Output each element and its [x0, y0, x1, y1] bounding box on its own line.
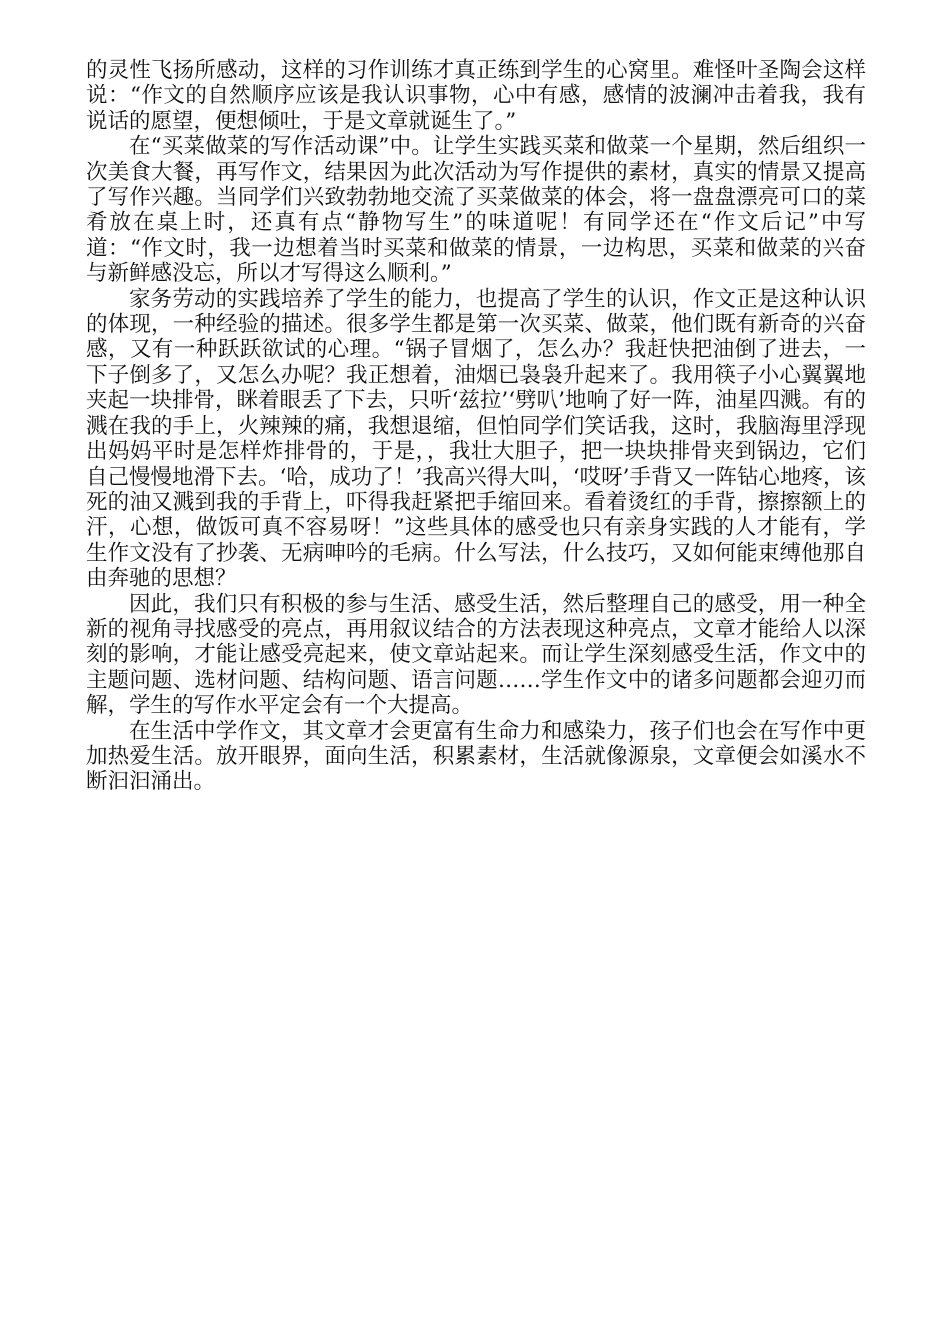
document-page [86, 58, 866, 795]
paragraph-cooking-activity: 在“买菜做菜的写作活动课”中。让学生实践买菜和做菜一个星期，然后组织一次美食大餐，再写作文，结果因为此次活动为写作提供的素材，真实的情景又提高了写作兴趣。当同学们兴致勃勃地交流了买菜做菜的体会，将一盘盘漂亮可口的菜肴放在桌上时，还真有点“静物写生”的味道呢！有同学还在“作文后记”中写道：“作文时，我一边想着当时买菜和做菜的情景，一边构思，买菜和做菜的兴奋与新鲜感没忘，所以才写得这么顺利。” [86, 134, 866, 287]
paragraph-closing: 在生活中学作文，其文章才会更富有生命力和感染力，孩子们也会在写作中更加热爱生活。放开眼界，面向生活，积累素材，生活就像源泉，文章便会如溪水不断汩汩涌出。 [86, 718, 866, 795]
paragraph-conclusion: 因此，我们只有积极的参与生活、感受生活，然后整理自己的感受，用一种全新的视角寻找感受的亮点，再用叙议结合的方法表现这种亮点，文章才能给人以深刻的影响，才能让感受亮起来，使文章站起来。而让学生深刻感受生活，作文中的主题问题、选材问题、结构问题、语言问题……学生作文中的诸多问题都会迎刃而解，学生的写作水平定会有一个大提高。 [86, 591, 866, 719]
paragraph-housework-practice: 家务劳动的实践培养了学生的能力，也提高了学生的认识，作文正是这种认识的体现，一种经验的描述。很多学生都是第一次买菜、做菜，他们既有新奇的兴奋感，又有一种跃跃欲试的心理。“锅子冒烟了，怎么办？我赶快把油倒了进去，一下子倒多了，又怎么办呢？我正想着，油烟已袅袅升起来了。我用筷子小心翼翼地夹起一块排骨，眯着眼丢了下去，只听‘兹拉’‘劈叭’地响了好一阵，油星四溅。有的溅在我的手上，火辣辣的痛，我想退缩，但怕同学们笑话我，这时，我脑海里浮现出妈妈平时是怎样炸排骨的，于是，，我壮大胆子，把一块块排骨夹到锅边，它们自己慢慢地滑下去。‘哈，成功了！’我高兴得大叫，‘哎呀’手背又一阵钻心地疼，该死的油又溅到我的手背上，吓得我赶紧把手缩回来。看着烫红的手背，擦擦额上的汗，心想，做饭可真不容易呀！”这些具体的感受也只有亲身实践的人才能有，学生作文没有了抄袭、无病呻吟的毛病。什么写法，什么技巧，又如何能束缚他那自由奔驰的思想？ [86, 286, 866, 592]
paragraph-continuation: 的灵性飞扬所感动，这样的习作训练才真正练到学生的心窝里。难怪叶圣陶会这样说：“作文的自然顺序应该是我认识事物，心中有感，感情的波澜冲击着我，我有说话的愿望，便想倾吐，于是文章就诞生了。” [86, 58, 866, 134]
